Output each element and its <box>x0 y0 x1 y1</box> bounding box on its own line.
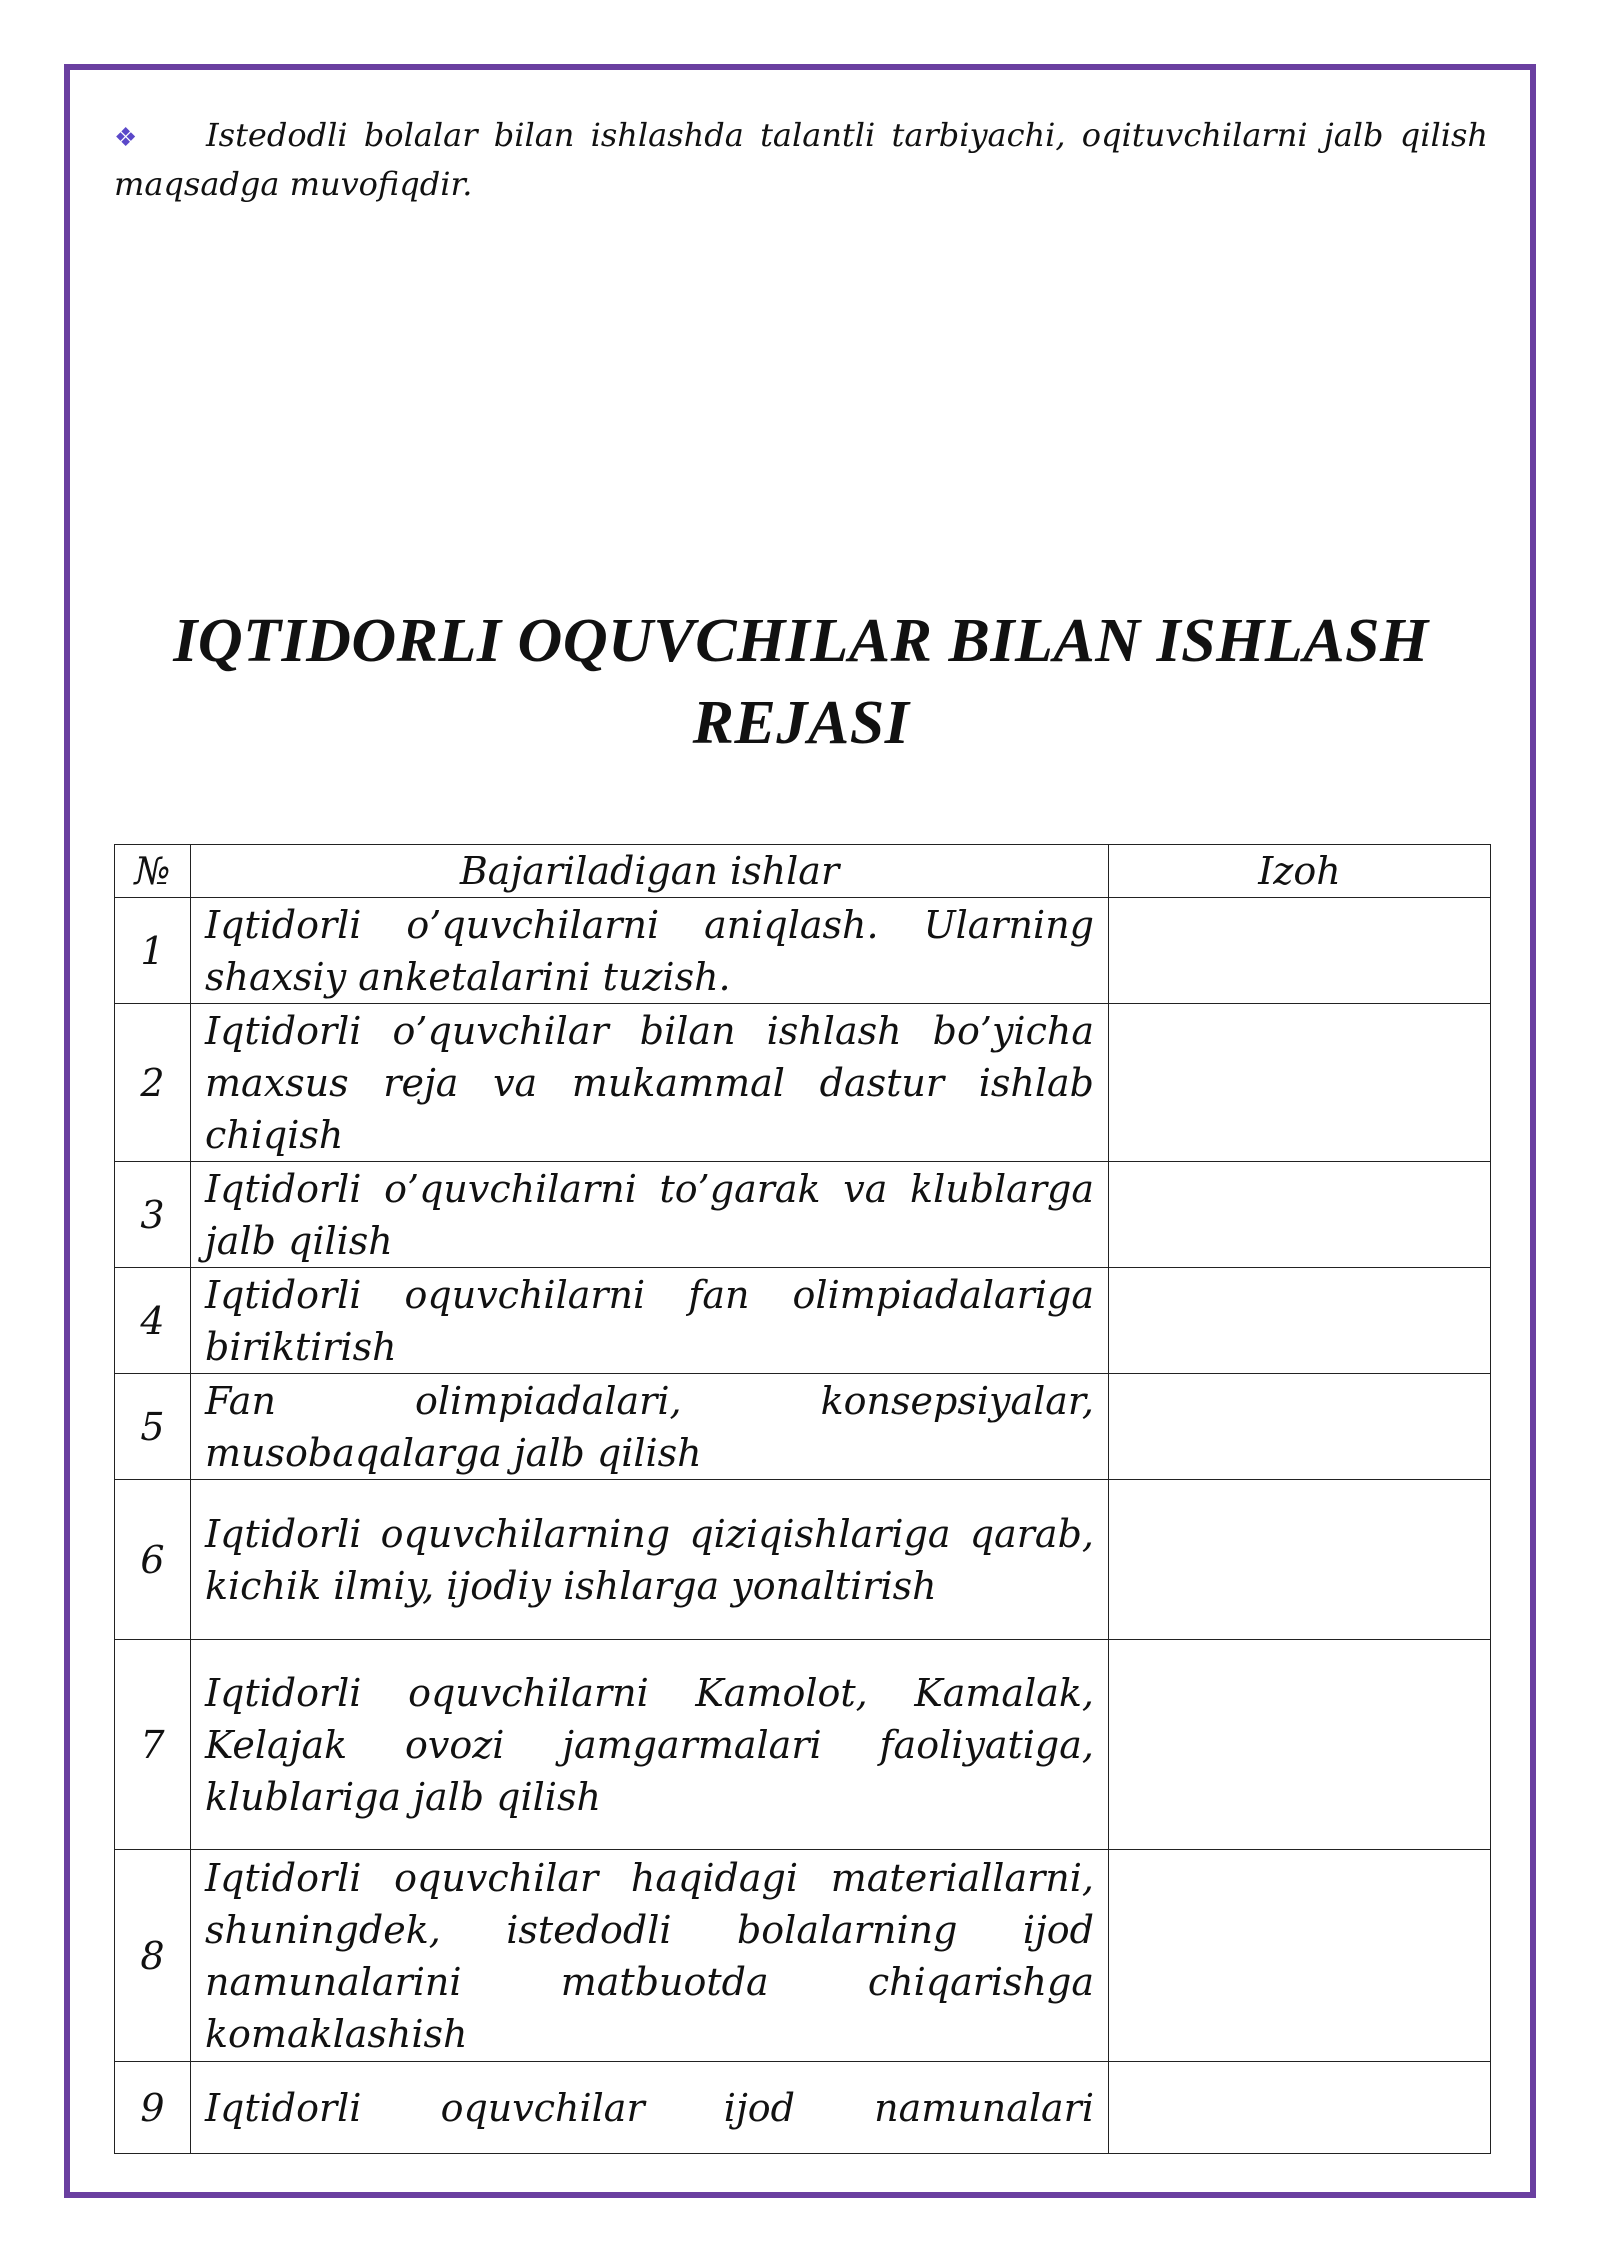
diamond-bullet-icon: ❖ <box>114 123 138 153</box>
table-row <box>115 1850 1491 2062</box>
row-task: Iqtidorli o’quvchilar bilan ishlash bo’yicha maxsus reja va mukammal dastur ishlab chiqish <box>191 1004 1109 1162</box>
row-note <box>1109 1480 1491 1640</box>
plan-table <box>114 844 1491 2154</box>
table-row <box>115 1268 1491 1374</box>
row-note <box>1109 1004 1491 1162</box>
table-row <box>115 1004 1491 1162</box>
table-row <box>115 1640 1491 1850</box>
row-task: Iqtidorli o’quvchilarni to’garak va klublarga jalb qilish <box>191 1162 1109 1268</box>
row-number: 3 <box>115 1162 191 1268</box>
row-note <box>1109 1850 1491 2062</box>
row-number: 4 <box>115 1268 191 1374</box>
header-tasks: Bajariladigan ishlar <box>191 845 1109 898</box>
row-task: Iqtidorli o’quvchilarni aniqlash. Ularning shaxsiy anketalarini tuzish. <box>191 898 1109 1004</box>
intro-paragraph <box>114 112 1488 207</box>
table-row <box>115 1162 1491 1268</box>
header-number: № <box>115 845 191 898</box>
row-task: Iqtidorli oquvchilar ijod namunalari <box>191 2062 1109 2154</box>
row-number: 9 <box>115 2062 191 2154</box>
table-row <box>115 898 1491 1004</box>
row-task: Fan olimpiadalari, konsepsiyalar, musobaqalarga jalb qilish <box>191 1374 1109 1480</box>
row-number: 6 <box>115 1480 191 1640</box>
row-note <box>1109 898 1491 1004</box>
row-task: Iqtidorli oquvchilarni fan olimpiadalariga biriktirish <box>191 1268 1109 1374</box>
row-task: Iqtidorli oquvchilarni Kamolot, Kamalak, Kelajak ovozi jamgarmalari faoliyatiga, klublariga jalb qilish <box>191 1640 1109 1850</box>
row-note <box>1109 1640 1491 1850</box>
intro-text: Istedodli bolalar bilan ishlashda talantli tarbiyachi, oqituvchilarni jalb qilish maqsadga muvofiqdir. <box>114 116 1488 203</box>
row-number: 8 <box>115 1850 191 2062</box>
table-row <box>115 1480 1491 1640</box>
row-note <box>1109 1268 1491 1374</box>
table-header-row <box>115 845 1491 898</box>
row-number: 7 <box>115 1640 191 1850</box>
table-row <box>115 2062 1491 2154</box>
row-number: 1 <box>115 898 191 1004</box>
row-note <box>1109 2062 1491 2154</box>
row-number: 2 <box>115 1004 191 1162</box>
row-note <box>1109 1162 1491 1268</box>
header-note: Izoh <box>1109 845 1491 898</box>
row-task: Iqtidorli oquvchilar haqidagi materiallarni, shuningdek, istedodli bolalarning ijod namunalarini matbuotda chiqarishga komaklashish <box>191 1850 1109 2062</box>
row-number: 5 <box>115 1374 191 1480</box>
row-task: Iqtidorli oquvchilarning qiziqishlariga qarab, kichik ilmiy, ijodiy ishlarga yonaltirish <box>191 1480 1109 1640</box>
row-note <box>1109 1374 1491 1480</box>
table-row <box>115 1374 1491 1480</box>
page-title: IQTIDORLI OQUVCHILAR BILAN ISHLASH REJASI <box>173 607 1429 757</box>
